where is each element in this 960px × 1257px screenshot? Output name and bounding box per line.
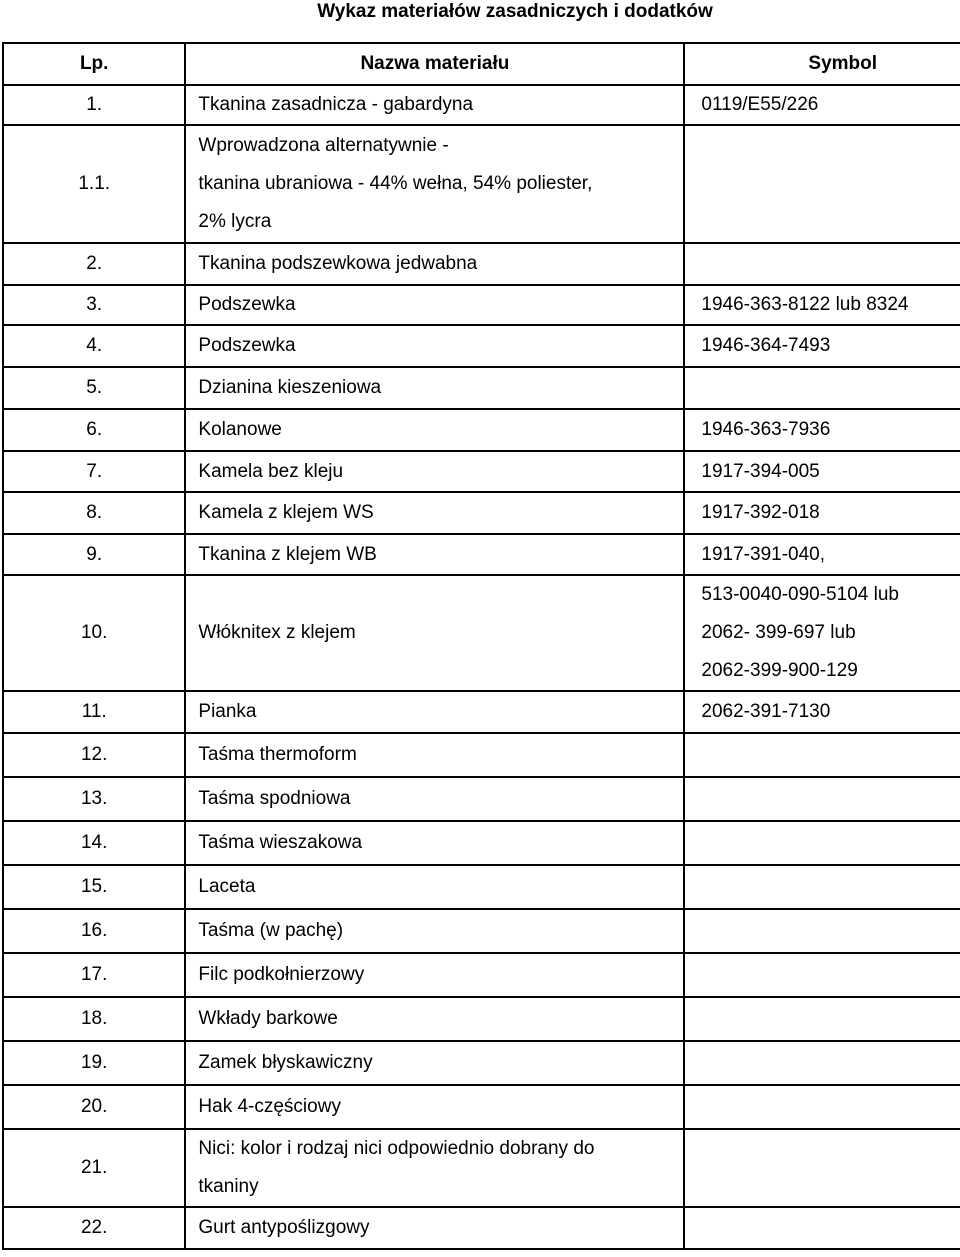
row-symbol [684, 285, 960, 325]
row-name [185, 733, 684, 777]
row-name [185, 125, 684, 243]
row-name [185, 821, 684, 865]
document-title: Wykaz materiałów zasadniczych i dodatków [317, 1, 713, 22]
row-lp: 12. [3, 733, 185, 777]
row-symbol [684, 1129, 960, 1207]
row-symbol [684, 865, 960, 909]
row-name-line: Taśma thermoform [198, 744, 357, 765]
table-row [3, 865, 960, 909]
table-row [3, 409, 960, 451]
row-name-line: Kamela bez kleju [198, 460, 344, 482]
row-symbol [684, 997, 960, 1041]
row-name [185, 909, 684, 953]
row-name-line: tkanina ubraniowa - 44% wełna, 54% poliester, [198, 173, 593, 194]
row-name-line: Podszewka [198, 335, 296, 356]
row-symbol-line: 1917-392-018 [701, 502, 820, 523]
table-row [3, 821, 960, 865]
row-name [185, 1085, 684, 1129]
row-name-line: Nici: kolor i rodzaj nici odpowiednio dobrany do [198, 1138, 595, 1159]
table-row [3, 285, 960, 325]
row-symbol [684, 821, 960, 865]
row-name [185, 953, 684, 997]
row-symbol [684, 1207, 960, 1249]
row-symbol [684, 243, 960, 285]
row-symbol [684, 325, 960, 367]
row-lp: 19. [3, 1041, 185, 1085]
table-row [3, 997, 960, 1041]
row-symbol-line: 2062-391-7130 [701, 701, 831, 722]
row-name [185, 691, 684, 733]
table-row [3, 1041, 960, 1085]
row-lp: 15. [3, 865, 185, 909]
header-lp: Lp. [3, 43, 185, 85]
row-symbol [684, 534, 960, 575]
row-symbol [684, 909, 960, 953]
row-symbol-line: 1917-394-005 [701, 460, 820, 482]
table-row [3, 125, 960, 243]
row-name-line: Podszewka [198, 294, 296, 315]
row-name-line: Laceta [198, 876, 256, 897]
row-symbol [684, 367, 960, 409]
header-name: Nazwa materiału [185, 43, 684, 85]
row-symbol [684, 777, 960, 821]
row-name [185, 1041, 684, 1085]
header-symbol: Symbol [684, 43, 960, 85]
row-symbol-line: 1946-363-7936 [701, 419, 831, 440]
table-row [3, 451, 960, 492]
table-row [3, 909, 960, 953]
row-symbol [684, 492, 960, 534]
row-name [185, 534, 684, 575]
row-lp: 16. [3, 909, 185, 953]
row-symbol-line: 2062- 399-697 lub [701, 622, 856, 643]
table-row [3, 1085, 960, 1129]
row-lp: 14. [3, 821, 185, 865]
table-row [3, 1207, 960, 1249]
row-lp: 1. [3, 85, 185, 125]
row-name-line: Zamek błyskawiczny [198, 1052, 373, 1073]
row-name [185, 325, 684, 367]
row-name-line: Włóknitex z klejem [198, 622, 356, 643]
row-name-line: Taśma wieszakowa [198, 832, 363, 853]
row-symbol [684, 1085, 960, 1129]
table-row [3, 243, 960, 285]
row-name [185, 409, 684, 451]
row-lp: 22. [3, 1207, 185, 1249]
row-name-line: Tkanina podszewkowa jedwabna [198, 253, 478, 274]
table-row [3, 367, 960, 409]
row-name-line: Taśma spodniowa [198, 788, 351, 809]
row-symbol-line: 1917-391-040, [701, 543, 826, 565]
row-symbol [684, 733, 960, 777]
row-symbol [684, 409, 960, 451]
row-name-line: Filc podkołnierzowy [198, 964, 365, 985]
row-lp: 18. [3, 997, 185, 1041]
row-lp: 21. [3, 1129, 185, 1207]
row-name [185, 1207, 684, 1249]
table-row [3, 575, 960, 691]
row-name [185, 285, 684, 325]
row-lp: 17. [3, 953, 185, 997]
row-symbol [684, 451, 960, 492]
row-symbol [684, 85, 960, 125]
row-symbol [684, 953, 960, 997]
row-symbol-line: 2062-399-900-129 [701, 660, 858, 681]
row-name [185, 243, 684, 285]
row-name-line: Wkłady barkowe [198, 1008, 338, 1029]
row-name-line: Pianka [198, 701, 257, 722]
row-name [185, 492, 684, 534]
table-header-row [3, 43, 960, 85]
row-symbol [684, 125, 960, 243]
row-lp: 9. [3, 534, 185, 575]
row-name-line: tkaniny [198, 1176, 259, 1197]
row-lp: 20. [3, 1085, 185, 1129]
row-name [185, 777, 684, 821]
table-row [3, 691, 960, 733]
row-lp: 2. [3, 243, 185, 285]
row-name-line: Dzianina kieszeniowa [198, 377, 382, 398]
row-name-line: Kolanowe [198, 419, 282, 440]
row-name [185, 865, 684, 909]
row-name [185, 1129, 684, 1207]
row-lp: 6. [3, 409, 185, 451]
table-row [3, 777, 960, 821]
row-lp: 5. [3, 367, 185, 409]
row-name [185, 451, 684, 492]
row-lp: 1.1. [3, 125, 185, 243]
table-row [3, 85, 960, 125]
row-name [185, 575, 684, 691]
materials-table [2, 42, 960, 1250]
row-symbol [684, 1041, 960, 1085]
row-lp: 13. [3, 777, 185, 821]
row-name-line: 2% lycra [198, 211, 272, 232]
row-symbol-line: 0119/E55/226 [701, 94, 819, 115]
row-lp: 10. [3, 575, 185, 691]
row-name [185, 367, 684, 409]
table-row [3, 1129, 960, 1207]
row-lp: 11. [3, 691, 185, 733]
row-name-line: Kamela z klejem WS [198, 502, 374, 523]
row-name [185, 85, 684, 125]
table-row [3, 325, 960, 367]
row-name-line: Gurt antypoślizgowy [198, 1217, 370, 1238]
row-symbol-line: 1946-364-7493 [701, 335, 831, 356]
row-lp: 4. [3, 325, 185, 367]
row-symbol-line: 1946-363-8122 lub 8324 [701, 294, 909, 315]
row-name-line: Taśma (w pachę) [198, 920, 344, 941]
row-lp: 8. [3, 492, 185, 534]
table-row [3, 733, 960, 777]
row-symbol [684, 691, 960, 733]
row-name-line: Tkanina zasadnicza - gabardyna [198, 94, 474, 115]
table-row [3, 534, 960, 575]
row-lp: 3. [3, 285, 185, 325]
row-symbol-line: 513-0040-090-5104 lub [701, 584, 899, 605]
row-name-line: Hak 4-częściowy [198, 1096, 341, 1117]
row-symbol [684, 575, 960, 691]
row-lp: 7. [3, 451, 185, 492]
row-name-line: Tkanina z klejem WB [198, 543, 377, 565]
table-row [3, 953, 960, 997]
table-row [3, 492, 960, 534]
row-name-line: Wprowadzona alternatywnie - [198, 135, 449, 156]
row-name [185, 997, 684, 1041]
